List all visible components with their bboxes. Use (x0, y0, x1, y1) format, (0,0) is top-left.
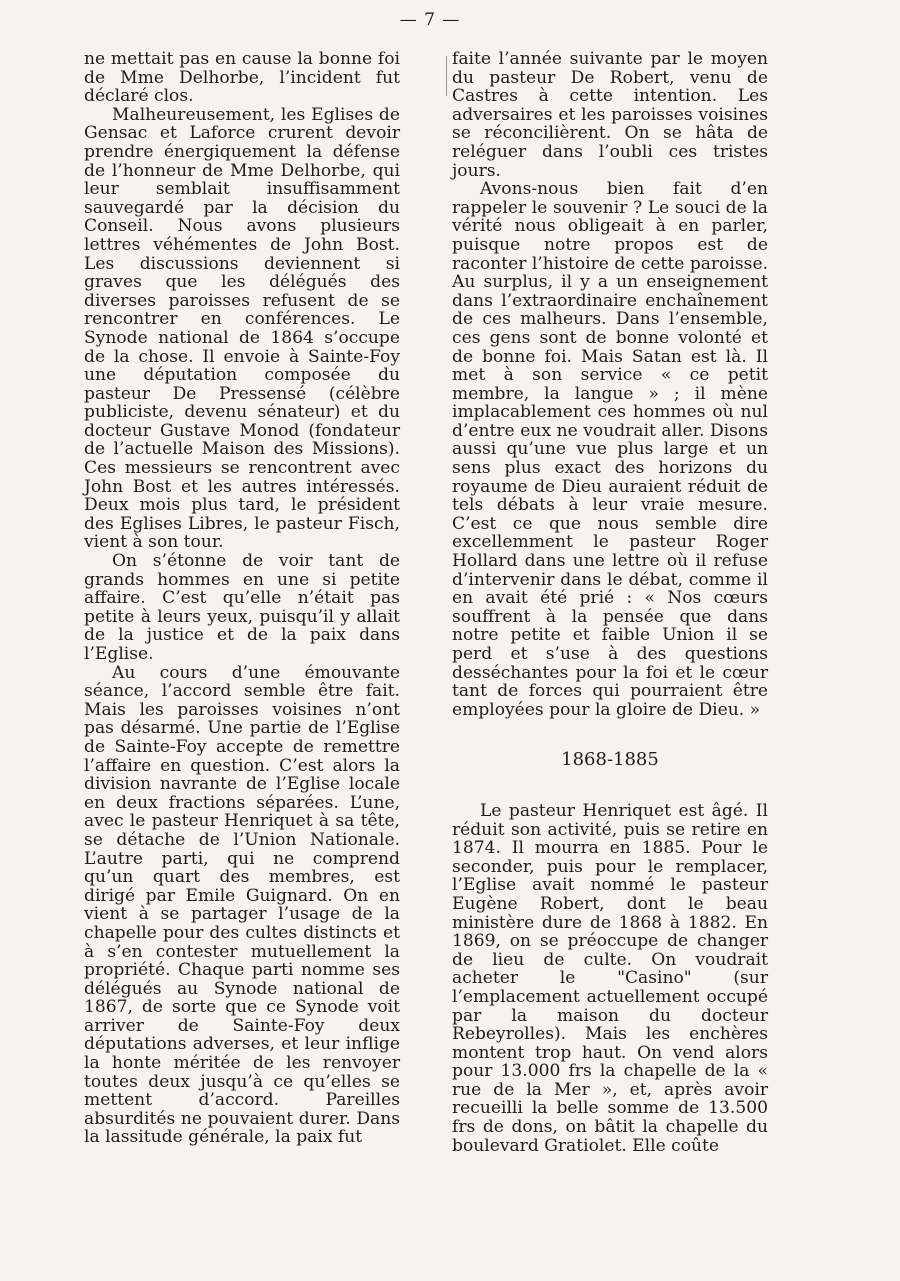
paragraph: Le pasteur Henriquet est âgé. Il réduit son activité, puis se retire en 1874. Il mourra en 1885. Pour le seconder, puis pour le remplacer, l’Eglise avait nommé le pasteur Eugène Robert, dont le beau ministère dure de 1868 à 1882. En 1869, on se préoccupe de changer de lieu de culte. On voudrait acheter le "Casino" (sur l’emplacement actuellement occupé par la maison du docteur Rebeyrolles). Mais les enchères montent trop haut. On vend alors pour 13.000 frs la chapelle de la « rue de la Mer », et, après avoir recueilli la belle somme de 13.500 frs de dons, on bâtit la chapelle du boulevard Gratiolet. Elle coûte (452, 800, 768, 1156)
left-column (84, 50, 400, 1147)
margin-mark (446, 56, 447, 96)
section-heading: 1868-1885 (561, 749, 659, 771)
paragraph: ne mettait pas en cause la bonne foi de Mme Delhorbe, l’incident fut déclaré clos. (84, 49, 400, 107)
paragraph: On s’étonne de voir tant de grands hommes en une si petite affaire. C’est qu’elle n’était pas petite à leurs yeux, puisqu’il y allait de la justice et de la paix dans l’Eglise. (84, 551, 400, 664)
paragraph: faite l’année suivante par le moyen du pasteur De Robert, venu de Castres à cette intention. Les adversaires et les paroisses voisines se réconcilièrent. On se hâta de reléguer dans l’oubli ces tristes jours. (452, 49, 768, 181)
paragraph: Au cours d’une émouvante séance, l’accord semble être fait. Mais les paroisses voisines n’ont pas désarmé. Une partie de l’Eglise de Sainte-Foy accepte de remettre l’affaire en question. C’est alors la division navrante de l’Eglise locale en deux fractions séparées. L’une, avec le pasteur Henriquet à sa tête, se détache de l’Union Nationale. L’autre parti, qui ne comprend qu’un quart des membres, est dirigé par Emile Guignard. On en vient à se partager l’usage de la chapelle pour des cultes distincts et à s’en contester mutuellement la propriété. Chaque parti nomme ses délégués au Synode national de 1867, de sorte que ce Synode voit arriver de Sainte-Foy deux députations adverses, et leur inflige la honte méritée de les renvoyer toutes deux jusqu’à ce qu’elles se mettent d’accord. Pareilles absurdités ne pouvaient durer. Dans la lassitude générale, la paix fut (84, 662, 400, 1148)
right-column (452, 50, 768, 1155)
page-number: — 7 — (399, 10, 461, 30)
paragraph: Avons-nous bien fait d’en rappeler le souvenir ? Le souci de la vérité nous obligeait à en parler, puisque notre propos est de raconter l’histoire de cette paroisse. Au surplus, il y a un enseignement dans l’extraordinaire enchaînement de ces malheurs. Dans l’ensemble, ces gens sont de bonne volonté et de bonne foi. Mais Satan est là. Il met à son service « ce petit membre, la langue » ; il mène implacablement ces hommes où nul d’entre eux ne voudrait aller. Disons aussi qu’une vue plus large et un sens plus exact des horizons du royaume de Dieu auraient réduit de tels débats à leur vraie mesure. C’est ce que nous semble dire excellemment le pasteur Roger Hollard dans une lettre où il refuse d’intervenir dans le débat, comme il en avait été prié : « Nos cœurs souffrent à la pensée que dans notre petite et faible Union il se perd et s’use à des questions desséchantes pour la foi et le cœur tant de forces qui pourraient être employées pour la gloire de Dieu. » (452, 179, 768, 720)
paragraph: Malheureusement, les Eglises de Gensac et Laforce crurent devoir prendre énergiquement la défense de l’honneur de Mme Delhorbe, qui leur semblait insuffisamment sauvegardé par la décision du Conseil. Nous avons plusieurs lettres véhémentes de John Bost. Les discussions deviennent si graves que les délégués des diverses paroisses refusent de se rencontrer en conférences. Le Synode national de 1864 s’occupe de la chose. Il envoie à Sainte-Foy une députation composée du pasteur De Pressensé (célèbre publiciste, devenu sénateur) et du docteur Gustave Monod (fondateur de l’actuelle Maison des Missions). Ces messieurs se rencontrent avec John Bost et les autres intéressés. Deux mois plus tard, le président des Eglises Libres, le pasteur Fisch, vient à son tour. (84, 104, 400, 553)
